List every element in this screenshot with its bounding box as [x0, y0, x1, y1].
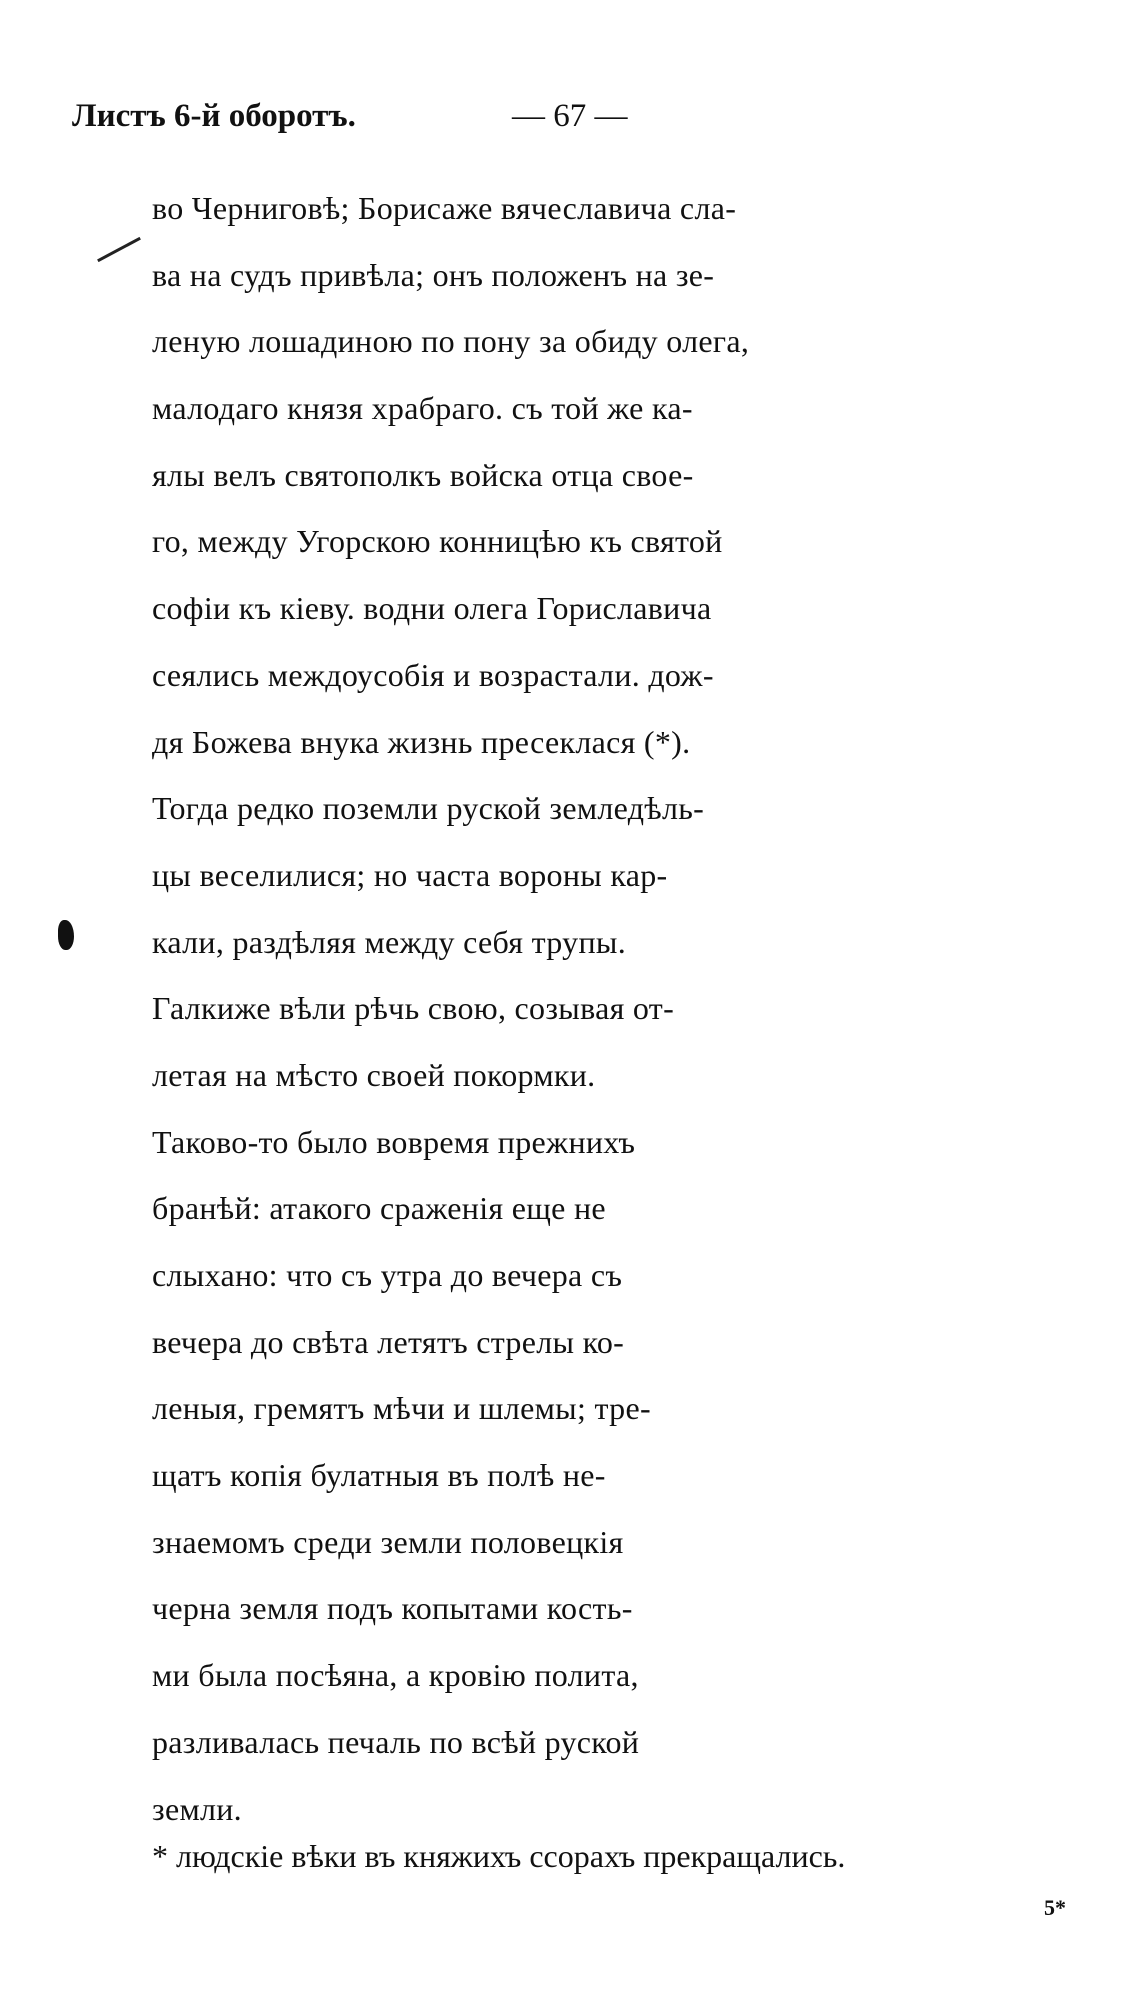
text-line: цы веселилися; но часта вороны кар-	[152, 856, 668, 893]
text-line: дя Божева внука жизнь пресеклася (*).	[152, 723, 691, 760]
text-line: ва на судъ привѣла; онъ положенъ на зе-	[152, 256, 715, 293]
text-line: леныя, гремятъ мѣчи и шлемы; тре-	[152, 1390, 651, 1427]
signature-mark: 5*	[1044, 1895, 1066, 1920]
text-line: слыхано: что съ утра до вечера съ	[152, 1257, 623, 1293]
text-line: знаемомъ среди земли половецкія	[152, 1523, 624, 1560]
text-line: леную лошадиною по пону за обиду олега,	[152, 323, 750, 360]
text-line: щатъ копія булатныя въ полѣ не-	[152, 1457, 606, 1494]
text-line: летая на мѣсто своей покормки.	[152, 1056, 596, 1093]
text-line: ми была посѣяна, а кровію полита,	[152, 1657, 639, 1694]
page-header	[72, 98, 1140, 158]
text-line: Тогда редко поземли руской земледѣль-	[152, 790, 705, 827]
body-text	[152, 175, 972, 1842]
footnote: * людскіе вѣки въ княжихъ ссорахъ прекращались.	[152, 1838, 846, 1874]
text-line: кали, раздѣляя между себя трупы.	[152, 923, 626, 960]
text-line: черна земля подъ копытами кость-	[152, 1590, 633, 1627]
text-line: земли.	[152, 1790, 242, 1827]
text-line: разливалась печаль по всѣй руской	[152, 1723, 640, 1760]
text-line: го, между Угорскою конницѣю къ святой	[152, 523, 723, 560]
folio-label: Листъ 6-й оборотъ.	[72, 98, 356, 134]
text-line: бранѣй: атакого сраженія еще не	[152, 1190, 606, 1227]
margin-stroke-mark	[97, 237, 141, 262]
text-line: вечера до свѣта летятъ стрелы ко-	[152, 1323, 625, 1360]
text-line: ялы велъ святополкъ войска отца свое-	[152, 456, 694, 493]
page-number: — 67 —	[512, 98, 628, 134]
text-line: софіи къ кіеву. водни олега Гориславича	[152, 590, 712, 627]
text-line: малодаго князя храбраго. съ той же ка-	[152, 390, 693, 427]
text-line: Таково-то было вовремя прежнихъ	[152, 1123, 636, 1160]
text-line: сеялись междоусобія и возрастали. дож-	[152, 656, 714, 693]
text-line: во Черниговѣ; Борисаже вячеславича сла-	[152, 190, 737, 226]
ink-blot-mark	[58, 920, 74, 950]
text-line: Галкиже вѣли рѣчь свою, созывая от-	[152, 990, 675, 1027]
